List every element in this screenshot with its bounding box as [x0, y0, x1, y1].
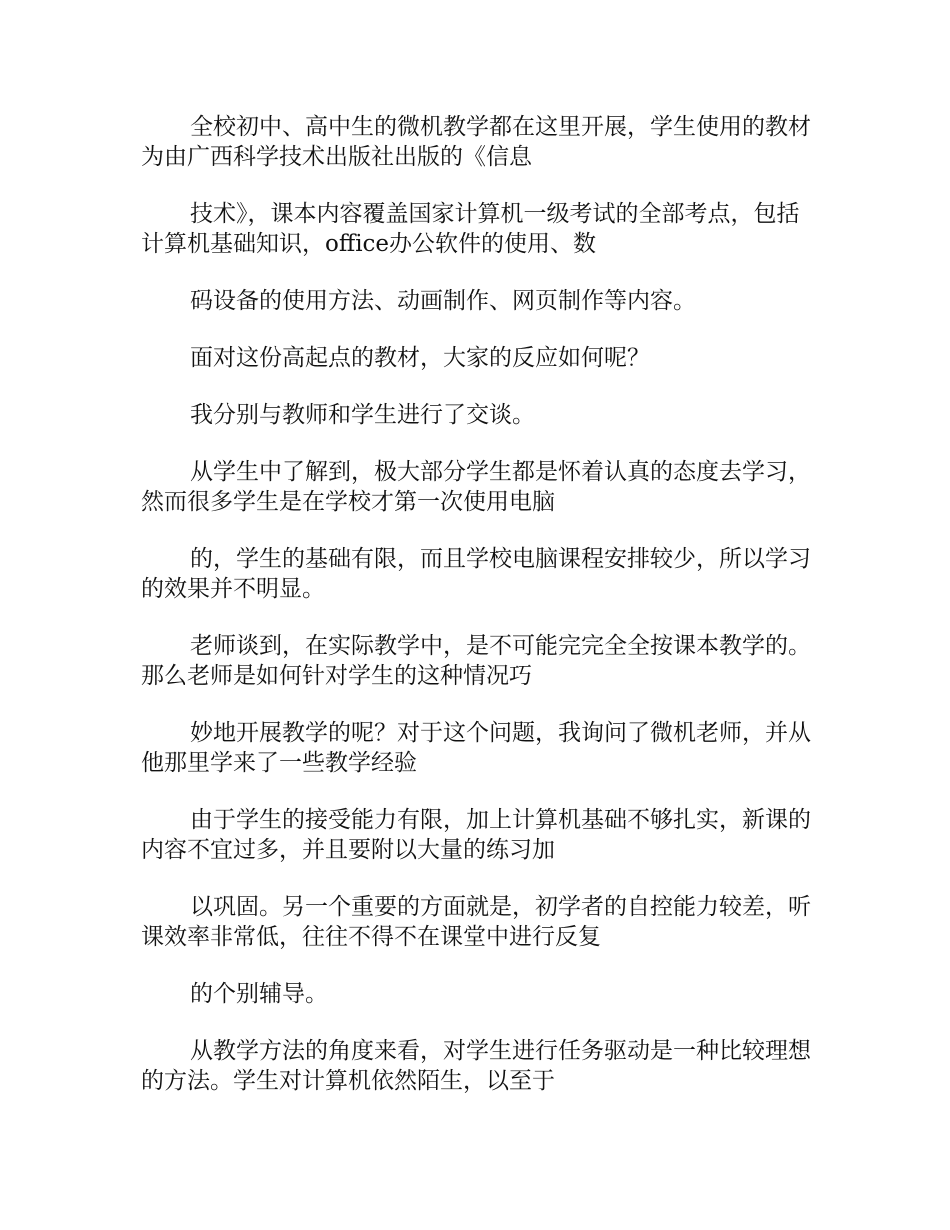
paragraph: 从学生中了解到，极大部分学生都是怀着认真的态度去学习，然而很多学生是在学校才第一次使用电脑 — [141, 459, 811, 515]
paragraph: 面对这份高起点的教材，大家的反应如何呢？ — [190, 345, 650, 371]
paragraph: 我分别与教师和学生进行了交谈。 — [190, 402, 535, 428]
paragraph: 从教学方法的角度来看，对学生进行任务驱动是一种比较理想的方法。学生对计算机依然陌生，以至于 — [141, 1038, 811, 1094]
paragraph: 全校初中、高中生的微机教学都在这里开展，学生使用的教材为由广西科学技术出版社出版的《信息 — [141, 114, 811, 170]
paragraph: 码设备的使用方法、动画制作、网页制作等内容。 — [190, 288, 696, 314]
paragraph: 的个别辅导。 — [190, 981, 328, 1007]
paragraph: 以巩固。另一个重要的方面就是，初学者的自控能力较差，听课效率非常低，往往不得不在课堂中进行反复 — [141, 894, 811, 950]
document-body — [141, 112, 821, 1123]
paragraph: 老师谈到，在实际教学中，是不可能完完全全按课本教学的。那么老师是如何针对学生的这种情况巧 — [141, 633, 811, 689]
paragraph: 的，学生的基础有限，而且学校电脑课程安排较少，所以学习的效果并不明显。 — [141, 546, 811, 602]
paragraph: 技术》，课本内容覆盖国家计算机一级考试的全部考点，包括计算机基础知识，office办公软件的使用、数 — [141, 201, 800, 257]
paragraph: 由于学生的接受能力有限，加上计算机基础不够扎实，新课的内容不宜过多，并且要附以大量的练习加 — [141, 807, 811, 863]
paragraph: 妙地开展教学的呢？对于这个问题，我询问了微机老师，并从他那里学来了一些教学经验 — [141, 720, 811, 776]
